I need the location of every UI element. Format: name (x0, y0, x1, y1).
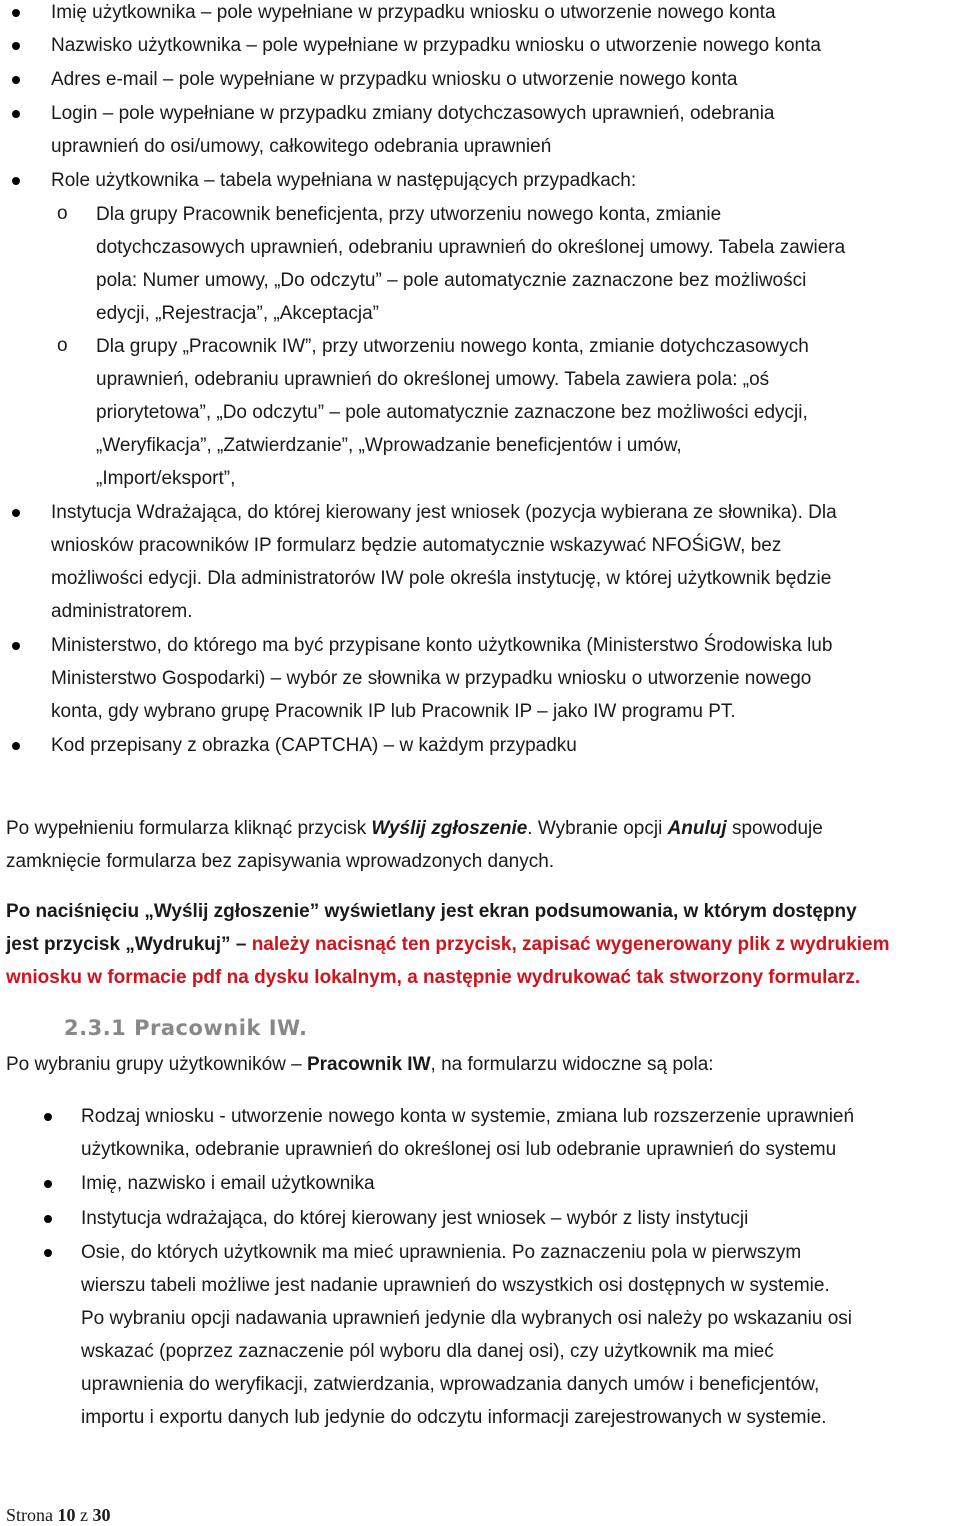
list-item-continuation: wskazać (poprzez zaznaczenie pól wyboru dla danej osi), czy użytkownik ma mieć (81, 1341, 774, 1362)
bullet-icon (12, 642, 20, 650)
list-item: Rodzaj wniosku - utworzenie nowego konta w systemie, zmiana lub rozszerzenie uprawnień (81, 1106, 855, 1127)
list-item-continuation: Ministerstwo Gospodarki) – wybór ze słownika w przypadku wniosku o utworzenie nowego (51, 668, 812, 689)
list-item: Imię użytkownika – pole wypełniane w przypadku wniosku o utworzenie nowego konta (51, 2, 776, 23)
list-item-continuation: wniosków pracowników IP formularz będzie automatycznie wskazywać NFOŚiGW, bez (51, 535, 782, 556)
send-button-label: Wyślij zgłoszenie (371, 818, 528, 839)
section-heading: 2.3.1 Pracownik IW. (64, 1016, 308, 1040)
list-item-continuation: konta, gdy wybrano grupę Pracownik IP lub Pracownik IP – jako IW programu PT. (51, 701, 736, 722)
list-item: Instytucja Wdrażająca, do której kierowany jest wniosek (pozycja wybierana ze słownika). Dla (51, 502, 837, 523)
list-item: Nazwisko użytkownika – pole wypełniane w przypadku wniosku o utworzenie nowego konta (51, 35, 821, 56)
list-item: Imię, nazwisko i email użytkownika (81, 1173, 375, 1194)
bullet-icon (44, 1113, 52, 1121)
list-item-continuation: importu i exportu danych lub jedynie do odczytu informacji zarejestrowanych w systemie. (81, 1407, 827, 1428)
sub-list-item-continuation: dotychczasowych uprawnień, odebraniu uprawnień do określonej umowy. Tabela zawiera (96, 237, 846, 258)
list-item-continuation: administratorem. (51, 601, 193, 622)
circle-bullet-icon: o (57, 335, 68, 356)
bullet-icon (44, 1249, 52, 1257)
sub-list-item: Dla grupy „Pracownik IW”, przy utworzeniu nowego konta, zmianie dotychczasowych (96, 336, 809, 357)
sub-list-item: Dla grupy Pracownik beneficjenta, przy utworzeniu nowego konta, zmianie (96, 204, 722, 225)
page-number: 10 (57, 1505, 76, 1525)
cancel-button-label: Anuluj (667, 818, 727, 839)
list-item: Login – pole wypełniane w przypadku zmiany dotychczasowych uprawnień, odebrania (51, 103, 775, 124)
sub-list-item-continuation: priorytetowa”, „Do odczytu” – pole automatycznie zaznaczone bez możliwości edycji, (96, 402, 808, 423)
bullet-icon (12, 177, 20, 185)
intro-line: Po wybraniu grupy użytkowników – Pracownik IW, na formularzu widoczne są pola: (6, 1054, 714, 1075)
list-item-continuation: uprawnienia do weryfikacji, zatwierdzania, wprowadzania danych umów i beneficjentów, (81, 1374, 820, 1395)
bullet-icon (44, 1180, 52, 1188)
list-item: Adres e-mail – pole wypełniane w przypadku wniosku o utworzenie nowego konta (51, 69, 738, 90)
bullet-icon (12, 76, 20, 84)
bullet-icon (12, 9, 20, 17)
list-item: Instytucja wdrażająca, do której kierowany jest wniosek – wybór z listy instytucji (81, 1208, 749, 1229)
bullet-icon (12, 509, 20, 517)
list-item: Kod przepisany z obrazka (CAPTCHA) – w każdym przypadku (51, 735, 577, 756)
sub-list-item-continuation: uprawnień, odebraniu uprawnień do określonej umowy. Tabela zawiera pola: „oś (96, 369, 770, 390)
bullet-icon (12, 742, 20, 750)
bullet-icon (12, 110, 20, 118)
page-footer: Strona 10 z 30 (6, 1505, 111, 1525)
sub-list-item-continuation: „Weryfikacja”, „Zatwierdzanie”, „Wprowadzanie beneficjentów i umów, (96, 435, 682, 456)
paragraph-line: jest przycisk „Wydrukuj” – należy nacisnąć ten przycisk, zapisać wygenerowany plik z wydrukiem (6, 934, 890, 955)
sub-list-item-continuation: edycji, „Rejestracja”, „Akceptacja” (96, 303, 379, 324)
paragraph-line: wniosku w formacie pdf na dysku lokalnym, a następnie wydrukować tak stworzony formularz. (6, 967, 861, 988)
page-total: 30 (92, 1505, 111, 1525)
list-item-continuation: użytkownika, odebranie uprawnień do określonej osi lub odebranie uprawnień do systemu (81, 1139, 837, 1160)
list-item-continuation: możliwości edycji. Dla administratorów IW pole określa instytucję, w której użytkownik będzie (51, 568, 832, 589)
paragraph-line: Po naciśnięciu „Wyślij zgłoszenie” wyświetlany jest ekran podsumowania, w którym dostępny (6, 901, 857, 922)
paragraph-line: zamknięcie formularza bez zapisywania wprowadzonych danych. (6, 851, 555, 872)
list-item: Role użytkownika – tabela wypełniana w następujących przypadkach: (51, 170, 637, 191)
list-item-continuation: uprawnień do osi/umowy, całkowitego odebrania uprawnień (51, 136, 552, 157)
sub-list-item-continuation: „Import/eksport”, (96, 468, 236, 489)
bullet-icon (12, 42, 20, 50)
circle-bullet-icon: o (57, 203, 68, 224)
list-item: Osie, do których użytkownik ma mieć uprawnienia. Po zaznaczeniu pola w pierwszym (81, 1242, 802, 1263)
paragraph-line: Po wypełnieniu formularza kliknąć przycisk Wyślij zgłoszenie. Wybranie opcji Anuluj spowoduje (6, 818, 823, 839)
sub-list-item-continuation: pola: Numer umowy, „Do odczytu” – pole automatycznie zaznaczone bez możliwości (96, 270, 807, 291)
bullet-icon (44, 1215, 52, 1223)
list-item-continuation: Po wybraniu opcji nadawania uprawnień jedynie dla wybranych osi należy po wskazaniu osi (81, 1308, 853, 1329)
list-item: Ministerstwo, do którego ma być przypisane konto użytkownika (Ministerstwo Środowiska lub (51, 635, 833, 656)
list-item-continuation: wierszu tabeli możliwe jest nadanie uprawnień do wszystkich osi dostępnych w systemie. (81, 1275, 830, 1296)
